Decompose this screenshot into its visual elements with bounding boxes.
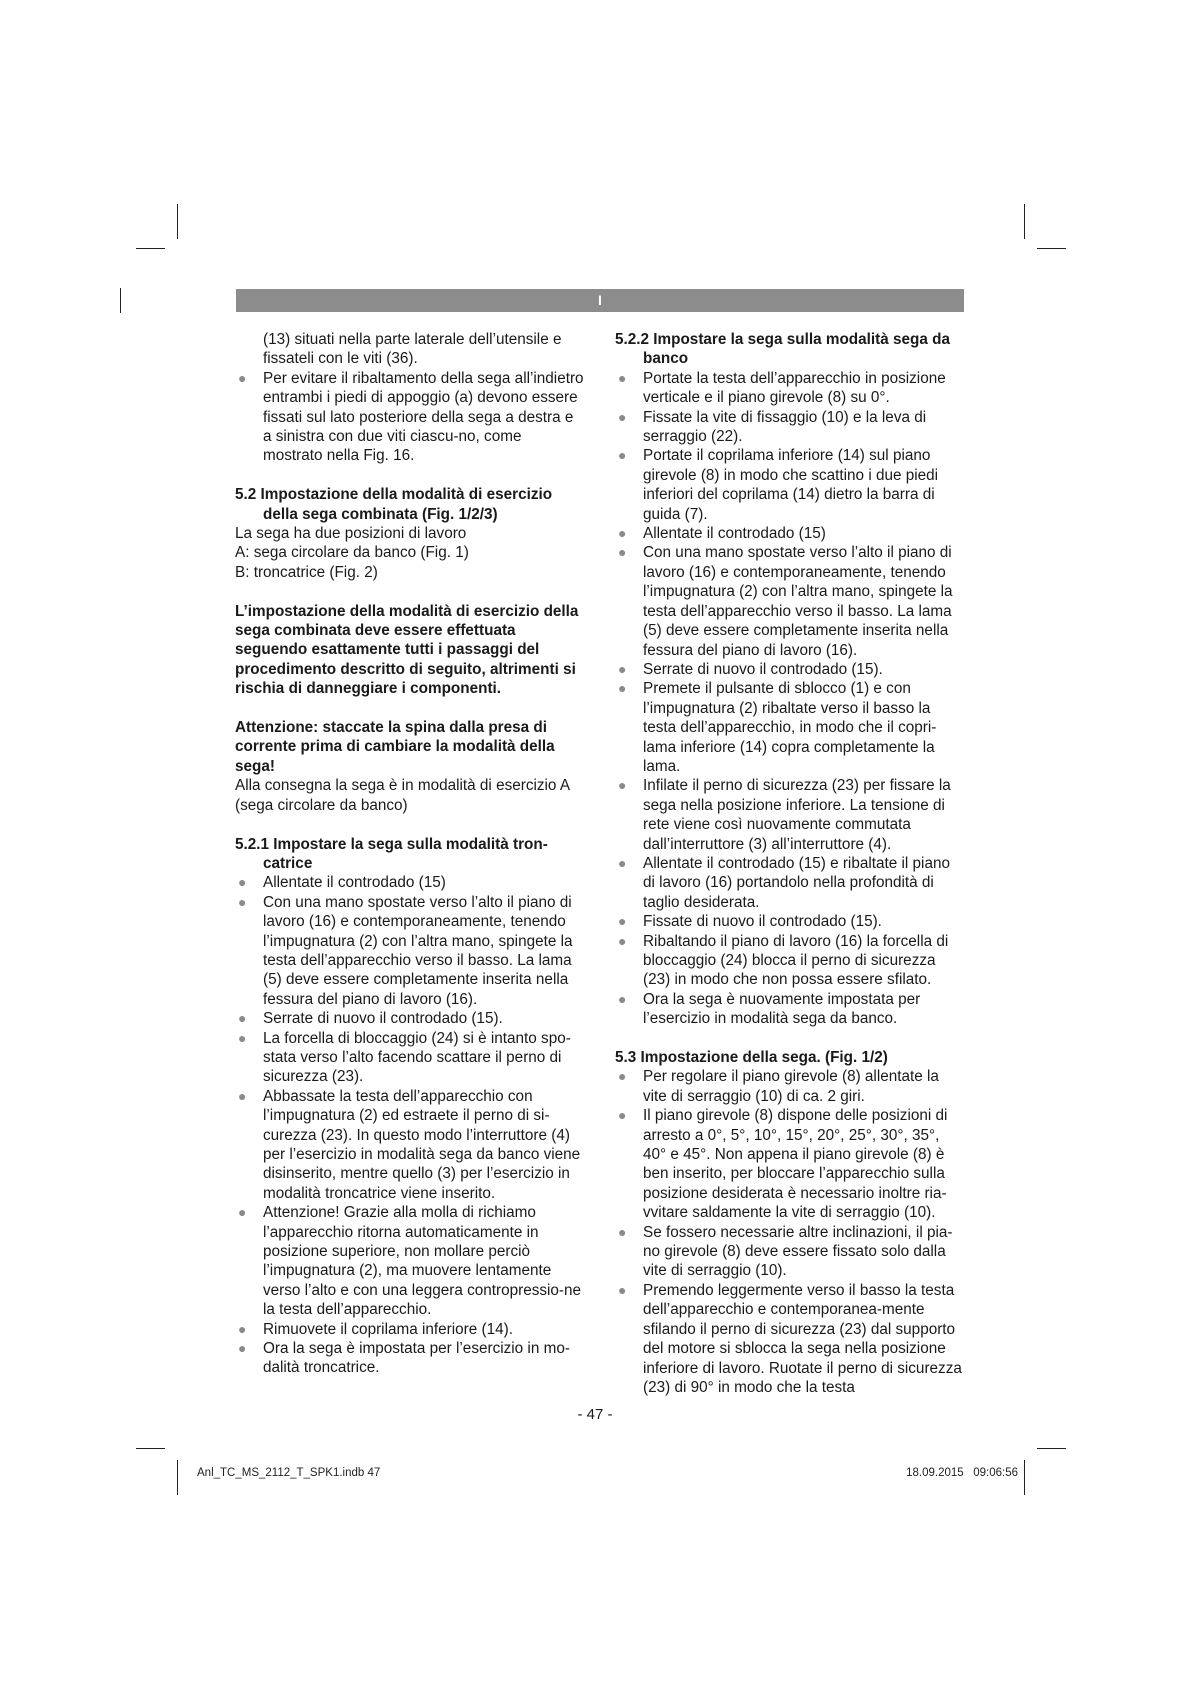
crop-mark (136, 248, 165, 249)
right-column (615, 330, 965, 1397)
crop-mark (1024, 204, 1025, 239)
bullet-icon: ● (618, 990, 627, 1007)
bullet-icon: ● (238, 369, 247, 386)
list-item: ● Ora la sega è nuovamente impostata per l’esercizio in modalità sega da banco. (618, 990, 921, 1028)
section-heading-5-2-2: 5.2.2 Impostare la sega sulla modalità sega da banco (615, 331, 950, 368)
bullet-icon: ● (618, 1281, 627, 1298)
bullet-icon: ● (618, 544, 627, 561)
list-item: ● Ora la sega è impostata per l’esercizio in mo-dalità troncatrice. (238, 1340, 570, 1377)
delivery-note: Alla consegna la sega è in modalità di esercizio A (sega circolare da banco) (235, 777, 570, 814)
bullet-icon: ● (618, 1068, 627, 1085)
footer-file-name: Anl_TC_MS_2112_T_SPK1.indb 47 (197, 1467, 381, 1479)
attention-paragraph: Attenzione: staccate la spina dalla presa di corrente prima di cambiare la modalità della sega! (235, 719, 555, 775)
list-item: ● Allentate il controdado (15) (238, 874, 446, 892)
section-heading-5-3: 5.3 Impostazione della sega. (Fig. 1/2) (615, 1049, 888, 1067)
bullet-icon: ● (238, 1320, 247, 1337)
list-item: ● Ribaltando il piano di lavoro (16) la forcella di bloccaggio (24) blocca il perno di sicurezza (23) in modo che non possa essere sfilato. (618, 932, 949, 989)
list-item: ● Il piano girevole (8) dispone delle posizioni di arresto a 0°, 5°, 10°, 15°, 20°, 25°, 30°, 35°, 40° e 45°. Non appena il piano girevole (8) è ben inserito, per bloccare l’apparecchio sulla posizione desiderata è necessario inoltre ria-vvitare saldamente la vite di serraggio (10). (618, 1107, 948, 1222)
list-item: ● Premendo leggermente verso il basso la testa dell’apparecchio e contemporanea-mente sfilando il perno di sicurezza (23) dal supporto del motore si sblocca la sega nella posizione inferiore di lavoro. Ruotate il perno di sicurezza (23) di 90° in modo che la testa (618, 1281, 962, 1396)
language-header-bar (236, 289, 964, 312)
left-column (235, 330, 585, 1378)
bullet-icon: ● (618, 660, 627, 677)
list-item: ● Se fossero necessarie altre inclinazioni, il pia-no girevole (8) deve essere fissato solo dalla vite di serraggio (10). (618, 1223, 953, 1280)
warning-paragraph: L’impostazione della modalità di esercizio della sega combinata deve essere effettuata seguendo esattamente tutti i passaggi del procedimento descritto di seguito, altrimenti si rischia di danneggiare i componenti. (235, 602, 579, 698)
bullet-icon: ● (618, 1223, 627, 1240)
bullet-icon: ● (618, 932, 627, 949)
list-item: ● Premete il pulsante di sblocco (1) e con l’impugnatura (2) ribaltate verso il basso la testa dell’apparecchio, in modo che il copri-lama inferiore (14) copra completamente la lama. (618, 680, 937, 775)
bullet-icon: ● (618, 408, 627, 425)
steps-list-5-2-2 (615, 369, 965, 1029)
page-number: - 47 - (577, 1406, 613, 1423)
intro-line: (13) situati nella parte laterale dell’utensile e fissateli con le viti (36). (263, 331, 562, 368)
bullet-icon: ● (238, 1010, 247, 1027)
bullet-icon: ● (618, 447, 627, 464)
bullet-icon: ● (238, 1087, 247, 1104)
list-item: ● Infilate il perno di sicurezza (23) per fissare la sega nella posizione inferiore. La tensione di rete viene così nuovamente commutata dall’interruttore (3) all’interruttore (4). (618, 777, 951, 853)
list-item: ● Per evitare il ribaltamento della sega all’indietro entrambi i piedi di appoggio (a) devono essere fissati sul lato posteriore della sega a destra e a sinistra con due viti ciascu-no, come mostrato nella Fig. 16. (238, 369, 584, 465)
list-item: ● Rimuovete il coprilama inferiore (14). (238, 1320, 513, 1338)
list-item: ● Allentate il controdado (15) (618, 525, 826, 543)
body-line: A: sega circolare da banco (Fig. 1) (235, 544, 469, 562)
list-item: ● Serrate di nuovo il controdado (15). (618, 660, 883, 678)
language-tab: I (598, 292, 602, 308)
crop-mark (177, 1460, 178, 1495)
list-item: ● Fissate di nuovo il controdado (15). (618, 913, 882, 931)
steps-list-5-2-1 (235, 873, 585, 1378)
footer-datetime: 18.09.2015 09:06:56 (906, 1467, 1018, 1479)
bullet-icon: ● (618, 854, 627, 871)
bullet-icon: ● (618, 777, 627, 794)
section-heading-5-2-1: 5.2.1 Impostare la sega sulla modalità tron-catrice (235, 835, 548, 872)
list-item: ● Attenzione! Grazie alla molla di richiamo l’apparecchio ritorna automaticamente in posizione superiore, non mollare perciò l’impugnatura (2), ma muovere lentamente verso l’alto e con una leggera contropressio-ne la testa dell’apparecchio. (238, 1204, 582, 1319)
list-item: ● Allentate il controdado (15) e ribaltate il piano di lavoro (16) portandolo nella profondità di taglio desiderata. (618, 854, 950, 911)
bullet-icon: ● (238, 1029, 247, 1046)
bullet-icon: ● (618, 913, 627, 930)
body-line: La sega ha due posizioni di lavoro (235, 525, 467, 543)
crop-mark (1037, 1448, 1066, 1449)
section-heading-5-2: 5.2 Impostazione della modalità di esercizio della sega combinata (Fig. 1/2/3) (235, 486, 553, 523)
intro-bullet-list (235, 369, 585, 466)
bullet-icon: ● (618, 525, 627, 542)
bullet-icon: ● (618, 369, 627, 386)
bullet-icon: ● (618, 1107, 627, 1124)
list-item: ● Portate il coprilama inferiore (14) sul piano girevole (8) in modo che scattino i due piedi inferiori del coprilama (14) dietro la barra di guida (7). (618, 447, 939, 523)
list-item: ● Serrate di nuovo il controdado (15). (238, 1010, 503, 1028)
bullet-icon: ● (238, 1204, 247, 1221)
list-item: ● Abbassate la testa dell’apparecchio con l’impugnatura (2) ed estraete il perno di si-curezza (23). In questo modo l’interruttore (4) per l’esercizio in modalità sega da banco viene disinserito, mentre quello (3) per l’esercizio in modalità troncatrice viene inserito. (238, 1087, 581, 1202)
list-item: ● Con una mano spostate verso l’alto il piano di lavoro (16) e contemporaneamente, tenendo l’impugnatura (2) con l’altra mano, spingete la testa dell’apparecchio verso il basso. La lama (5) deve essere completamente inserita nella fessura del piano di lavoro (16). (618, 544, 953, 659)
crop-mark (120, 288, 121, 313)
list-item: ● La forcella di bloccaggio (24) si è intanto spo-stata verso l’alto facendo scattare il perno di sicurezza (23). (238, 1029, 571, 1086)
steps-list-5-3 (615, 1067, 965, 1397)
list-item: ● Portate la testa dell’apparecchio in posizione verticale e il piano girevole (8) su 0°. (618, 369, 946, 407)
bullet-icon: ● (238, 874, 247, 891)
list-item: ● Fissate la vite di fissaggio (10) e la leva di serraggio (22). (618, 408, 927, 446)
bullet-icon: ● (618, 680, 627, 697)
crop-mark (177, 204, 178, 239)
bullet-icon: ● (238, 1340, 247, 1357)
list-item: ● Con una mano spostate verso l’alto il piano di lavoro (16) e contemporaneamente, tenendo l’impugnatura (2) con l’altra mano, spingete la testa dell’apparecchio verso il basso. La lama (5) deve essere completamente inserita nella fessura del piano di lavoro (16). (238, 893, 573, 1008)
bullet-icon: ● (238, 893, 247, 910)
body-line: B: troncatrice (Fig. 2) (235, 563, 378, 581)
crop-mark (136, 1448, 165, 1449)
list-item: ● Per regolare il piano girevole (8) allentate la vite di serraggio (10) di ca. 2 giri. (618, 1068, 939, 1105)
crop-mark (1024, 1460, 1025, 1495)
crop-mark (1037, 248, 1066, 249)
